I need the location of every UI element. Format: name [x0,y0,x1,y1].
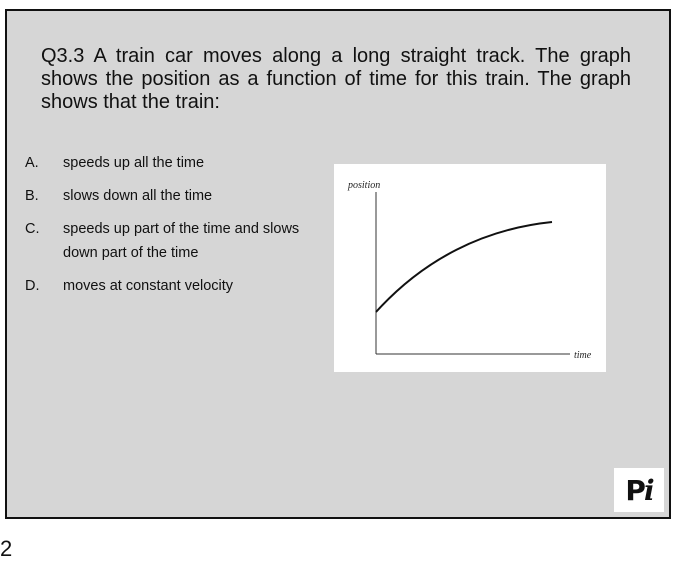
choice-d [25,274,315,298]
choice-text: speeds up part of the time and slows down part of the time [63,221,300,261]
slide [5,9,671,519]
choice-text: speeds up all the time [63,155,205,171]
choice-b [25,184,315,208]
position-time-graph [334,164,606,372]
choice-c [25,217,315,265]
choice-text: slows down all the time [63,188,213,204]
question-text: Q3.3 A train car moves along a long straight track. The graph shows the position as a function of time for this train. The graph shows that the train: [41,45,631,113]
answer-choices [25,151,315,307]
choice-text: moves at constant velocity [63,278,234,294]
x-axis-label: time [574,350,592,361]
pi-logo: P i [614,468,664,512]
choice-a [25,151,315,175]
y-axis-label: position [348,180,381,191]
page-number: 2 [0,536,13,561]
choice-letter: B. [25,188,39,204]
choice-letter: C. [25,221,40,237]
position-curve [376,222,552,312]
graph-svg [334,164,606,372]
choice-letter: A. [25,155,39,171]
choice-letter: D. [25,278,40,294]
